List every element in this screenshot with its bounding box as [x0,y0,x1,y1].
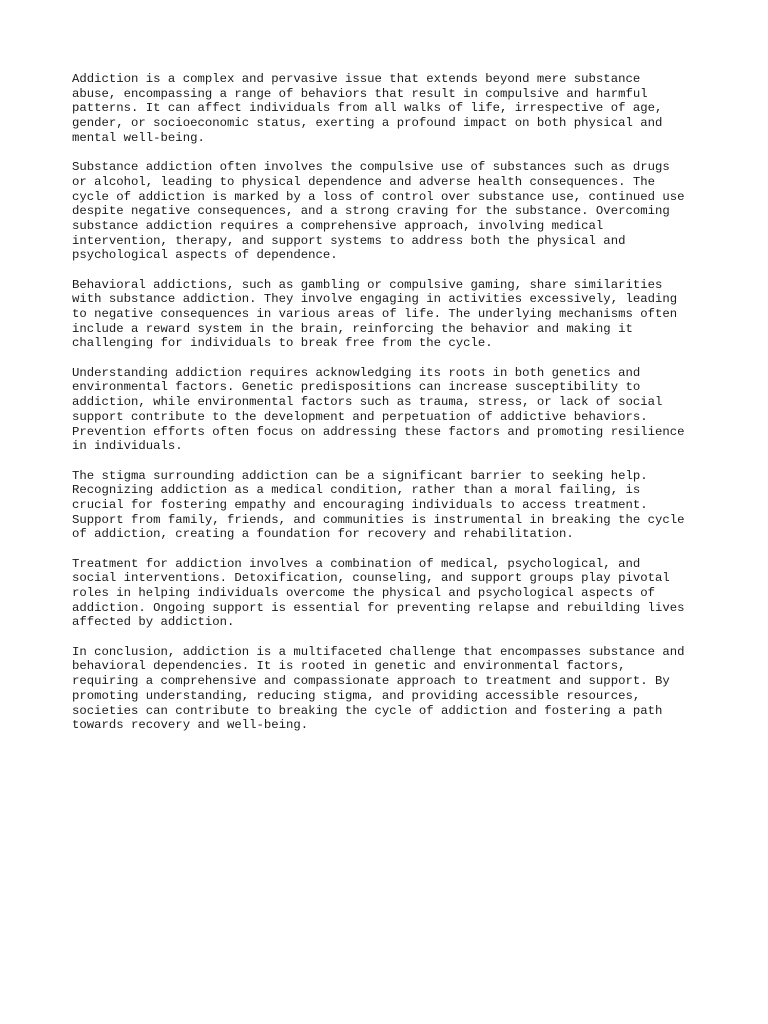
paragraph-behavioral-addictions: Behavioral addictions, such as gambling or compulsive gaming, share similarities with substance addiction. They involve engaging in activities excessively, leading to negative consequences in various areas of life. The underlying mechanisms often include a reward system in the brain, reinforcing the behavior and making it challenging for individuals to break free from the cycle. [72,277,678,351]
document-page [72,72,712,748]
paragraph-conclusion: In conclusion, addiction is a multifaceted challenge that encompasses substance and behavioral dependencies. It is rooted in genetic and environmental factors, requiring a comprehensive and compassionate approach to treatment and support. By promoting understanding, reducing stigma, and providing accessible resources, societies can contribute to breaking the cycle of addiction and fostering a path towards recovery and well-being. [72,644,685,733]
paragraph-substance-addiction: Substance addiction often involves the compulsive use of substances such as drugs or alcohol, leading to physical dependence and adverse health consequences. The cycle of addiction is marked by a loss of control over substance use, continued use despite negative consequences, and a strong craving for the substance. Overcoming substance addiction requires a comprehensive approach, involving medical intervention, therapy, and support systems to address both the physical and psychological aspects of dependence. [72,160,685,263]
paragraph-stigma: The stigma surrounding addiction can be a significant barrier to seeking help. Recognizing addiction as a medical condition, rather than a moral failing, is crucial for fostering empathy and encouraging individuals to access treatment. Support from family, friends, and communities is instrumental in breaking the cycle of addiction, creating a foundation for recovery and rehabilitation. [72,468,685,542]
paragraph-intro: Addiction is a complex and pervasive issue that extends beyond mere substance abuse, encompassing a range of behaviors that result in compulsive and harmful patterns. It can affect individuals from all walks of life, irrespective of age, gender, or socioeconomic status, exerting a profound impact on both physical and mental well-being. [72,72,663,145]
paragraph-treatment: Treatment for addiction involves a combination of medical, psychological, and social interventions. Detoxification, counseling, and support groups play pivotal roles in helping individuals overcome the physical and psychological aspects of addiction. Ongoing support is essential for preventing relapse and rebuilding lives affected by addiction. [72,556,685,630]
paragraph-understanding-addiction: Understanding addiction requires acknowledging its roots in both genetics and environmental factors. Genetic predispositions can increase susceptibility to addiction, while environmental factors such as trauma, stress, or lack of social support contribute to the development and perpetuation of addictive behaviors. Prevention efforts often focus on addressing these factors and promoting resilience in individuals. [72,365,685,454]
